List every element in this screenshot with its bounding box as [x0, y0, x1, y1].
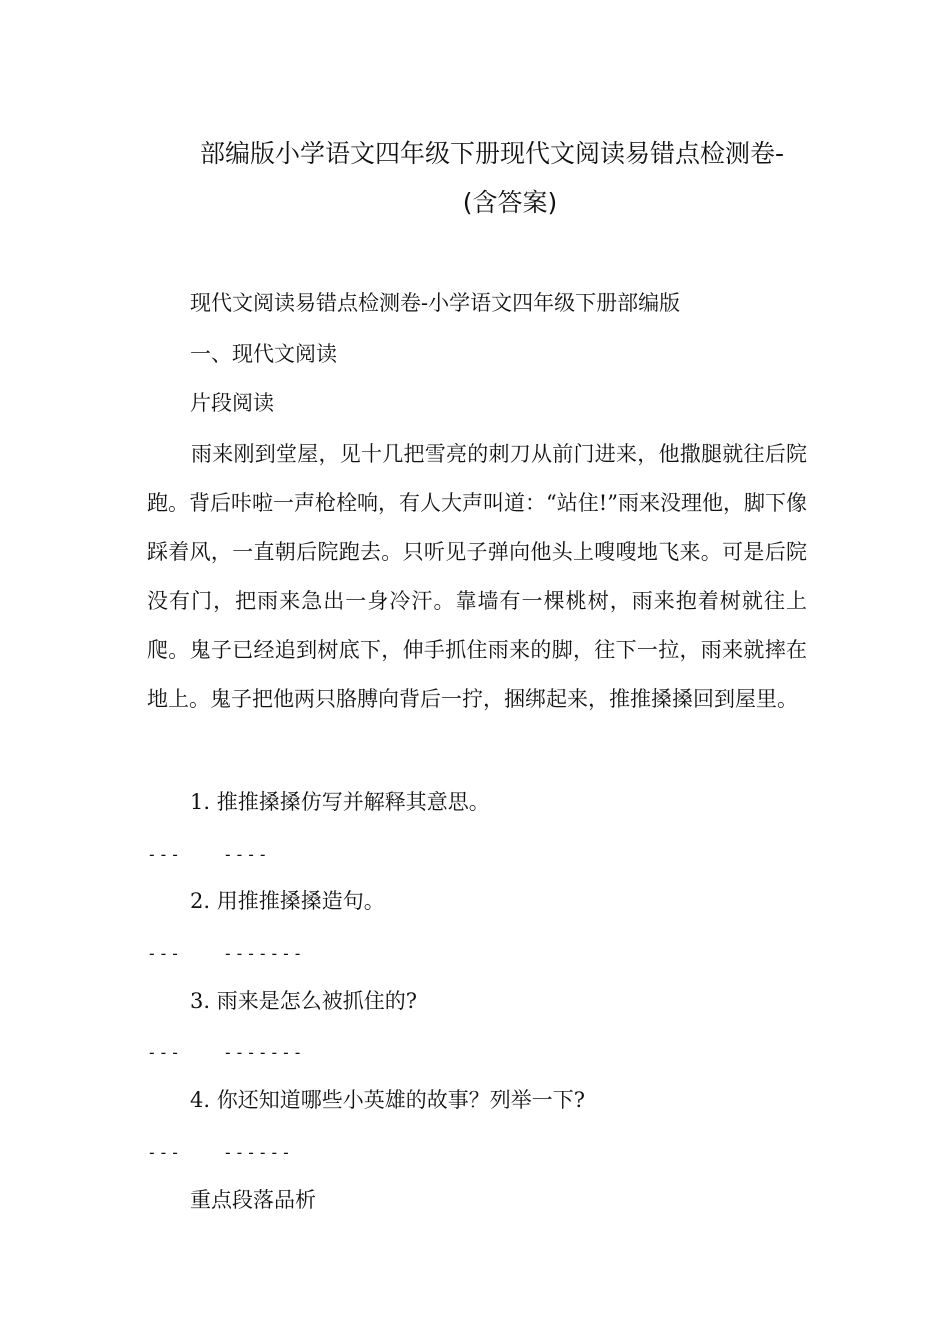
question-2: 2. 用推推搡搡造句。: [190, 889, 385, 913]
question-3: 3. 雨来是怎么被抓住的?: [190, 989, 417, 1013]
document-title-line-2: (含答案): [462, 188, 558, 217]
answer-blank-1-right: ----: [223, 845, 270, 864]
reading-passage: 雨来刚到堂屋，见十几把雪亮的刺刀从前门进来，他撒腿就往后院跑。背后咔啦一声枪栓响，有人大声叫道：“站住!”雨来没理他，脚下像踩着风，一直朝后院跑去。只听见子弹向他头上嗖嗖地飞来。可是后院没有门，把雨来急出一身冷汗。靠墙有一棵桃树，雨来抱着树就往上爬。鬼子已经追到树底下，伸手抓住雨来的脚，往下一拉，雨来就摔在地上。鬼子把他两只胳膊向背后一拧，捆绑起来，推推搡搡回到屋里。: [147, 442, 807, 711]
question-1: 1. 推推搡搡仿写并解释其意思。: [190, 790, 490, 814]
answer-blank-2-left: ---: [147, 944, 182, 963]
answer-blank-2-right: -------: [223, 944, 305, 963]
subsection-heading: 片段阅读: [190, 391, 274, 415]
footer-heading: 重点段落品析: [190, 1188, 316, 1212]
document-title-line-1: 部编版小学语文四年级下册现代文阅读易错点检测卷-: [200, 139, 785, 168]
question-4: 4. 你还知道哪些小英雄的故事？列举一下?: [190, 1088, 585, 1112]
answer-blank-1-left: ---: [147, 845, 182, 864]
answer-blank-3-right: -------: [223, 1043, 305, 1062]
section-heading: 一、现代文阅读: [190, 342, 337, 366]
answer-blank-3-left: ---: [147, 1043, 182, 1062]
answer-blank-4-right: ------: [223, 1143, 293, 1162]
answer-blank-4-left: ---: [147, 1143, 182, 1162]
document-subtitle: 现代文阅读易错点检测卷-小学语文四年级下册部编版: [190, 291, 681, 315]
